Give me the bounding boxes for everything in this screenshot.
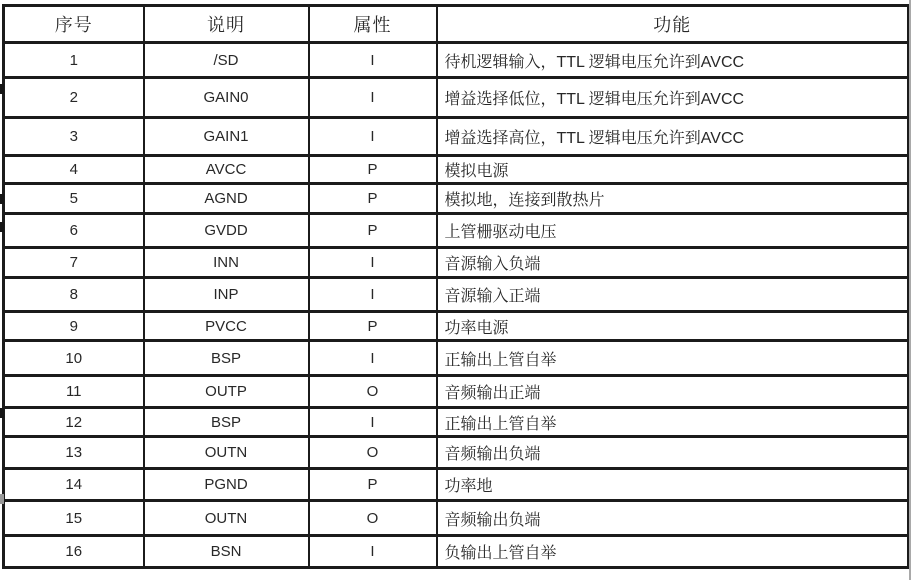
- scan-mark: [0, 408, 4, 418]
- col-header-attribute: 属性: [309, 6, 437, 43]
- cell-pin-attribute: O: [309, 437, 437, 469]
- cell-pin-name: GVDD: [144, 214, 309, 248]
- cell-pin-number: 8: [4, 278, 144, 312]
- cell-pin-number: 15: [4, 501, 144, 536]
- table-body: [4, 43, 909, 568]
- cell-pin-function: 增益选择高位，TTL 逻辑电压允许到AVCC: [437, 118, 909, 156]
- cell-pin-attribute: P: [309, 184, 437, 214]
- cell-pin-name: GAIN1: [144, 118, 309, 156]
- cell-pin-name: /SD: [144, 43, 309, 78]
- cell-pin-name: AGND: [144, 184, 309, 214]
- cell-pin-function: 负输出上管自举: [437, 536, 909, 568]
- table-row: [4, 43, 909, 78]
- cell-pin-number: 5: [4, 184, 144, 214]
- scan-mark: [0, 194, 4, 204]
- scan-mark: [0, 494, 4, 504]
- table-row: [4, 312, 909, 341]
- cell-pin-attribute: I: [309, 278, 437, 312]
- header-row: [4, 6, 909, 43]
- cell-pin-function: 正输出上管自举: [437, 341, 909, 376]
- cell-pin-number: 4: [4, 156, 144, 184]
- cell-pin-attribute: P: [309, 214, 437, 248]
- table-row: [4, 78, 909, 118]
- cell-pin-attribute: I: [309, 341, 437, 376]
- cell-pin-function: 模拟电源: [437, 156, 909, 184]
- cell-pin-attribute: O: [309, 376, 437, 408]
- cell-pin-attribute: I: [309, 118, 437, 156]
- cell-pin-attribute: I: [309, 248, 437, 278]
- table-row: [4, 248, 909, 278]
- cell-pin-function: 功率地: [437, 469, 909, 501]
- cell-pin-attribute: I: [309, 43, 437, 78]
- table-row: [4, 156, 909, 184]
- table-row: [4, 536, 909, 568]
- cell-pin-name: OUTN: [144, 437, 309, 469]
- cell-pin-function: 音频输出负端: [437, 501, 909, 536]
- cell-pin-attribute: P: [309, 156, 437, 184]
- cell-pin-function: 音源输入正端: [437, 278, 909, 312]
- cell-pin-name: OUTN: [144, 501, 309, 536]
- table-row: [4, 184, 909, 214]
- cell-pin-name: INP: [144, 278, 309, 312]
- cell-pin-number: 16: [4, 536, 144, 568]
- table-row: [4, 214, 909, 248]
- col-header-name: 说明: [144, 6, 309, 43]
- scan-mark: [0, 84, 4, 94]
- cell-pin-function: 正输出上管自举: [437, 408, 909, 437]
- table-row: [4, 118, 909, 156]
- cell-pin-attribute: I: [309, 78, 437, 118]
- cell-pin-name: BSP: [144, 341, 309, 376]
- cell-pin-name: PVCC: [144, 312, 309, 341]
- scan-mark: [0, 222, 4, 232]
- table-row: [4, 469, 909, 501]
- cell-pin-number: 1: [4, 43, 144, 78]
- cell-pin-attribute: O: [309, 501, 437, 536]
- pin-function-table: [2, 4, 910, 569]
- cell-pin-attribute: I: [309, 408, 437, 437]
- cell-pin-name: PGND: [144, 469, 309, 501]
- table-row: [4, 341, 909, 376]
- cell-pin-name: AVCC: [144, 156, 309, 184]
- cell-pin-function: 模拟地，连接到散热片: [437, 184, 909, 214]
- cell-pin-name: GAIN0: [144, 78, 309, 118]
- cell-pin-number: 12: [4, 408, 144, 437]
- table-row: [4, 376, 909, 408]
- cell-pin-attribute: I: [309, 536, 437, 568]
- cell-pin-function: 功率电源: [437, 312, 909, 341]
- col-header-number: 序号: [4, 6, 144, 43]
- cell-pin-name: INN: [144, 248, 309, 278]
- cell-pin-name: BSN: [144, 536, 309, 568]
- cell-pin-number: 10: [4, 341, 144, 376]
- cell-pin-number: 3: [4, 118, 144, 156]
- cell-pin-function: 上管栅驱动电压: [437, 214, 909, 248]
- cell-pin-number: 7: [4, 248, 144, 278]
- cell-pin-function: 音频输出正端: [437, 376, 909, 408]
- cell-pin-function: 音源输入负端: [437, 248, 909, 278]
- cell-pin-function: 增益选择低位，TTL 逻辑电压允许到AVCC: [437, 78, 909, 118]
- table-row: [4, 501, 909, 536]
- cell-pin-function: 待机逻辑输入，TTL 逻辑电压允许到AVCC: [437, 43, 909, 78]
- cell-pin-attribute: P: [309, 312, 437, 341]
- cell-pin-name: OUTP: [144, 376, 309, 408]
- table-row: [4, 437, 909, 469]
- cell-pin-number: 14: [4, 469, 144, 501]
- cell-pin-name: BSP: [144, 408, 309, 437]
- cell-pin-function: 音频输出负端: [437, 437, 909, 469]
- cell-pin-number: 13: [4, 437, 144, 469]
- table-row: [4, 278, 909, 312]
- cell-pin-attribute: P: [309, 469, 437, 501]
- cell-pin-number: 6: [4, 214, 144, 248]
- cell-pin-number: 11: [4, 376, 144, 408]
- cell-pin-number: 9: [4, 312, 144, 341]
- table-row: [4, 408, 909, 437]
- cell-pin-number: 2: [4, 78, 144, 118]
- col-header-function: 功能: [437, 6, 909, 43]
